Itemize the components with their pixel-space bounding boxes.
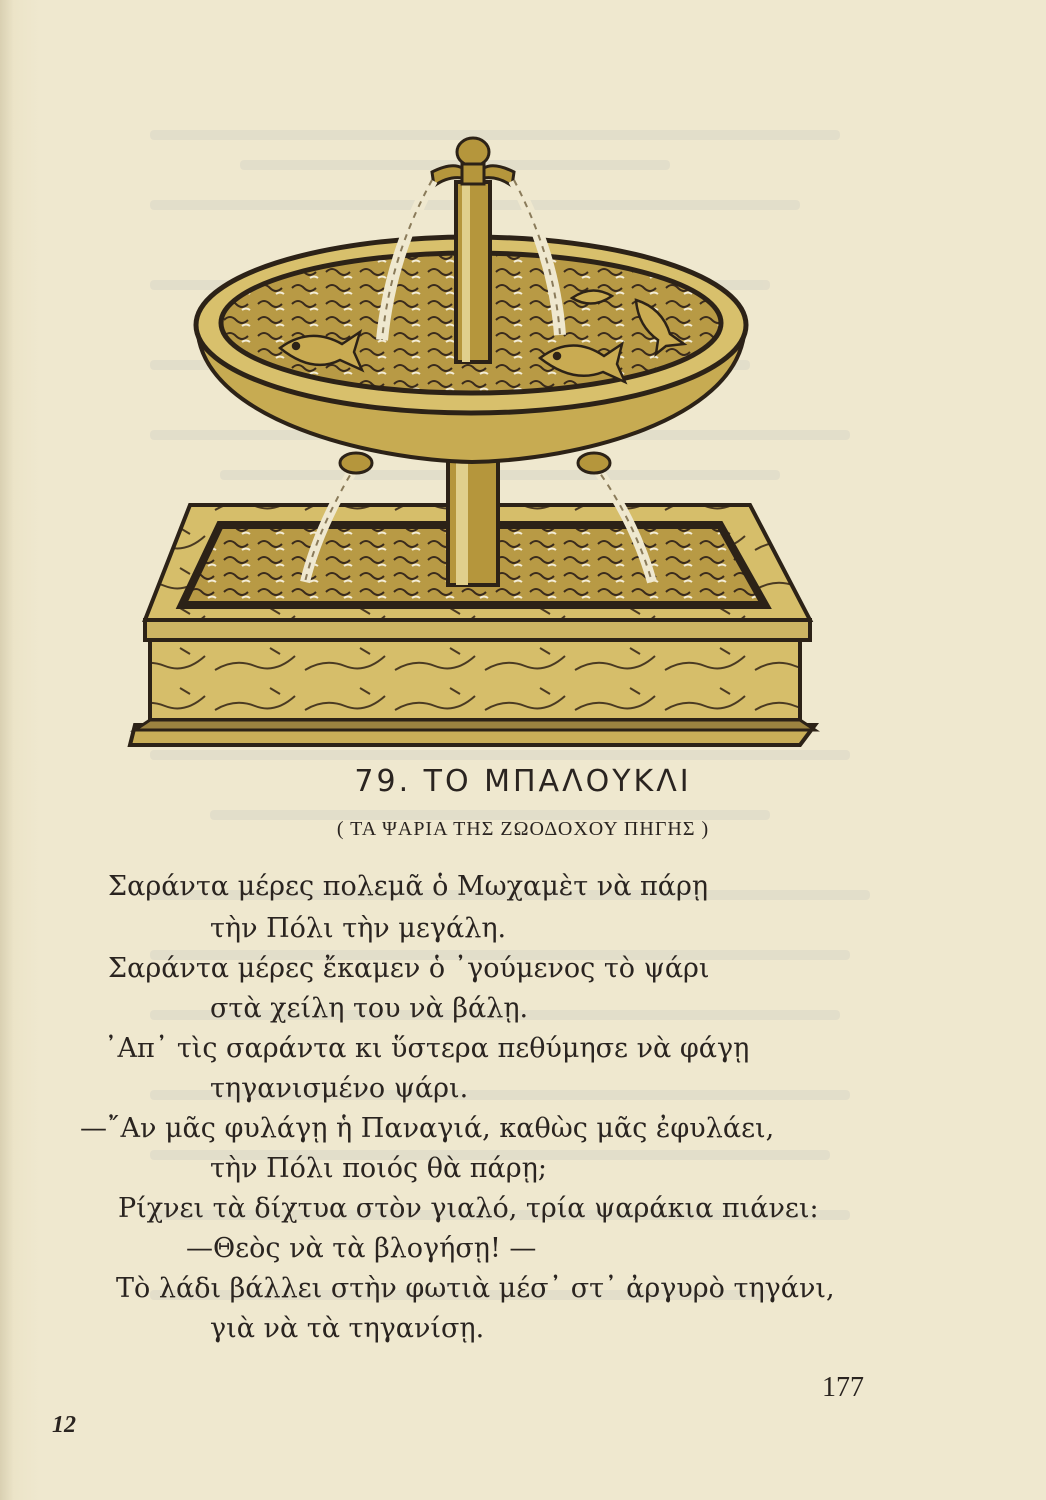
poem-line: τὴν Πόλι τὴν μεγάλη. — [210, 913, 507, 944]
poem-line: —Θεὸς νὰ τὰ βλογήσῃ! — — [186, 1233, 537, 1264]
poem-line: Σαράντα μέρες ἔκαμεν ὁ ᾽γούμενος τὸ ψάρι — [108, 953, 710, 984]
poem-line: Τὸ λάδι βάλλει στὴν φωτιὰ μέσ᾽ στ᾽ ἀργυρὸ τηγάνι, — [116, 1273, 835, 1304]
poem-line: τηγανισμένο ψάρι. — [210, 1073, 469, 1104]
poem-line: τὴν Πόλι ποιός θὰ πάρῃ; — [210, 1153, 547, 1184]
page-number: 177 — [822, 1372, 864, 1403]
signature-mark: 12 — [52, 1412, 76, 1438]
fountain-pillar — [448, 450, 498, 585]
poem-line: —῎Αν μᾶς φυλάγῃ ἡ Παναγιά, καθὼς μᾶς ἐφυλάει, — [80, 1113, 775, 1144]
poem-line: στὰ χείλη του νὰ βάλῃ. — [210, 993, 529, 1024]
spout-icon — [432, 138, 514, 186]
poem-title: 79. ΤΟ ΜΠΑΛΟΥΚΛΙ — [354, 764, 692, 799]
poem-line: Σαράντα μέρες πολεμᾶ ὁ Μωχαμὲτ νὰ πάρῃ — [108, 871, 709, 902]
basin-base-front — [150, 630, 800, 720]
fountain-illustration — [120, 120, 840, 760]
poem-line: Ρίχνει τὰ δίχτυα στὸν γιαλό, τρία ψαράκια πιάνει: — [118, 1193, 819, 1224]
poem-line: γιὰ νὰ τὰ τηγανίσῃ. — [210, 1313, 485, 1344]
poem-line: ᾽Απ᾽ τὶς σαράντα κι ὕστερα πεθύμησε νὰ φάγῃ — [104, 1033, 750, 1064]
poem-subtitle: ( ΤΑ ΨΑΡΙΑ ΤΗΣ ΖΩΟΔΟΧΟΥ ΠΗΓΗΣ ) — [336, 818, 710, 840]
